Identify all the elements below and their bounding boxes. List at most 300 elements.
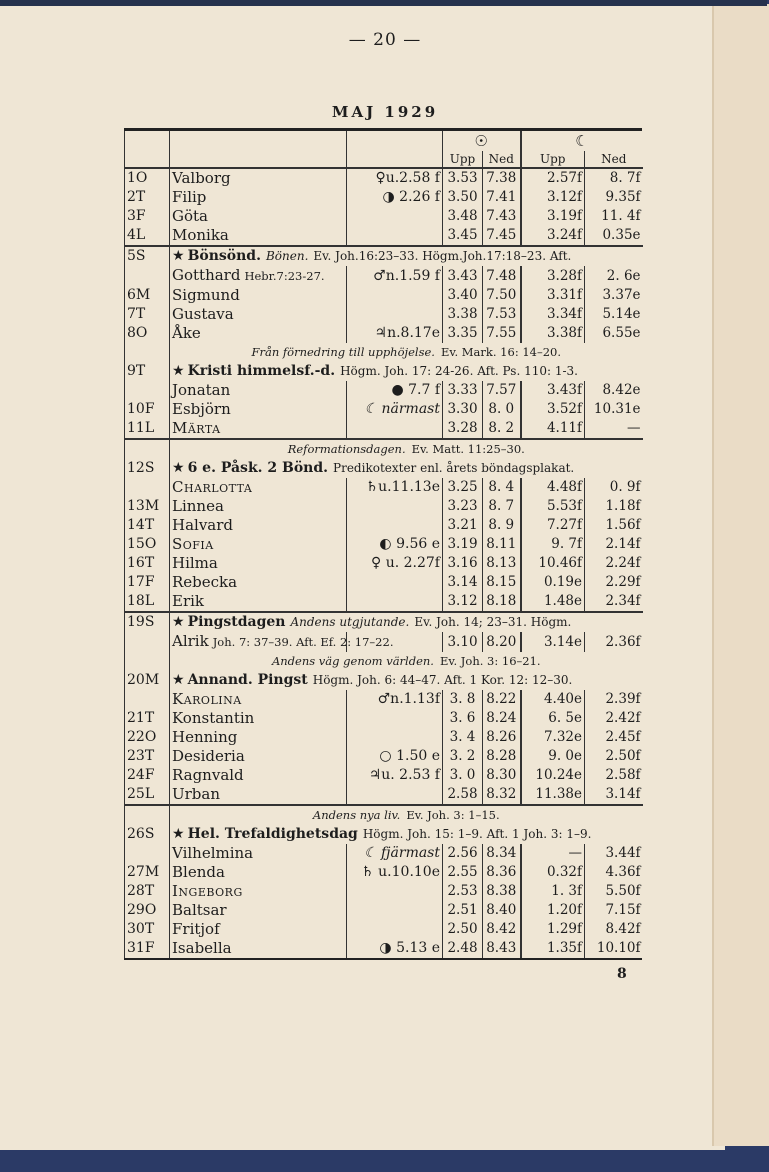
day-label: 24F	[125, 766, 170, 785]
day-label: 28T	[125, 882, 170, 901]
name-day-name: Desideria	[172, 747, 245, 765]
day-name	[170, 419, 347, 439]
day-row	[125, 305, 643, 324]
printer-signature: 8	[617, 966, 627, 982]
moon-rise: 7.32e	[521, 728, 585, 747]
sun-rise: 3.19	[443, 535, 483, 554]
day-row	[125, 901, 643, 920]
sun-rise: 2.55	[443, 863, 483, 882]
day-name	[170, 882, 347, 901]
sun-set: 8. 9	[483, 516, 521, 535]
page-edge	[712, 4, 769, 1146]
moon-set: 2.58f	[585, 766, 643, 785]
moon-set: 10.10f	[585, 939, 643, 958]
moon-rise: 3.43f	[521, 381, 585, 400]
subtitle-theme: Reformationsdagen.	[287, 442, 406, 456]
day-row	[125, 497, 643, 516]
astronomical-event: ♀ u. 2.27f	[347, 554, 443, 573]
moon-rise: 4.48f	[521, 478, 585, 497]
day-label: 14T	[125, 516, 170, 535]
sun-rise: 3.25	[443, 478, 483, 497]
moon-set: 2.45f	[585, 728, 643, 747]
moon-rise: 3.38f	[521, 324, 585, 343]
day-name	[170, 497, 347, 516]
astronomical-event	[347, 920, 443, 939]
name-day-name: Isabella	[172, 939, 232, 957]
day-name	[170, 728, 347, 747]
day-row	[125, 516, 643, 535]
subtitle-reading: Ev. Matt. 11:25–30.	[411, 442, 525, 456]
day-label: 17F	[125, 573, 170, 592]
day-label: 9T	[125, 362, 170, 381]
astronomical-event: ♂n.1.59 f	[347, 266, 443, 286]
moon-rise: 1.20f	[521, 901, 585, 920]
day-label: 31F	[125, 939, 170, 958]
day-row	[125, 592, 643, 612]
name-day-name: Esbjörn	[172, 400, 231, 418]
sun-set: 8.11	[483, 535, 521, 554]
day-label	[125, 632, 170, 652]
feast-title: Bönsönd.	[187, 248, 261, 264]
header-label-row	[125, 151, 643, 168]
astronomical-event	[347, 419, 443, 439]
sun-rise: 3.16	[443, 554, 483, 573]
astronomical-event: ♄ u.10.10e	[347, 863, 443, 882]
sun-rise: 2.53	[443, 882, 483, 901]
day-row	[125, 573, 643, 592]
feast-cell	[170, 246, 643, 266]
day-label: 3F	[125, 207, 170, 226]
astronomical-event: ● 7.7 f	[347, 381, 443, 400]
sun-rise: 3.21	[443, 516, 483, 535]
moon-icon: ☾	[521, 131, 643, 151]
day-name	[170, 535, 347, 554]
day-row	[125, 728, 643, 747]
moon-set: 10.31e	[585, 400, 643, 419]
day-name	[170, 286, 347, 305]
calendar-sheet	[124, 128, 642, 960]
day-label: 5S	[125, 246, 170, 266]
bible-reference: Hebr.7:23-27.	[244, 269, 325, 283]
sun-set: 8.36	[483, 863, 521, 882]
moon-rise: 7.27f	[521, 516, 585, 535]
subtitle-cell	[170, 439, 643, 459]
day-row	[125, 400, 643, 419]
sun-set: 8.30	[483, 766, 521, 785]
day-name	[170, 785, 347, 805]
sun-rise: 3. 0	[443, 766, 483, 785]
subtitle-reading: Ev. Joh. 3: 16–21.	[439, 654, 541, 668]
subtitle-theme: Andens nya liv.	[312, 808, 401, 822]
sun-rise: 3.33	[443, 381, 483, 400]
sun-set: 8.40	[483, 901, 521, 920]
day-name	[170, 324, 347, 343]
day-label: 2T	[125, 188, 170, 207]
day-label: 30T	[125, 920, 170, 939]
feast-title: Kristi himmelsf.-d.	[187, 363, 336, 379]
day-label: 22O	[125, 728, 170, 747]
name-day-name: Konstantin	[172, 709, 255, 727]
name-day-name: Sofia	[172, 535, 214, 553]
moon-rise: 4.40e	[521, 690, 585, 709]
day-row	[125, 324, 643, 343]
moon-rise: 11.38e	[521, 785, 585, 805]
day-name	[170, 901, 347, 920]
day-name	[170, 400, 347, 419]
day-name	[170, 709, 347, 728]
astronomical-event	[347, 497, 443, 516]
sun-rise: 2.51	[443, 901, 483, 920]
day-label: 7T	[125, 305, 170, 324]
day-name	[170, 381, 347, 400]
subtitle-theme: Från förnedring till upphöjelse.	[251, 345, 435, 359]
header-symbol-row	[125, 131, 643, 151]
day-label-empty	[125, 805, 170, 825]
name-day-name: Fritjof	[172, 920, 220, 938]
name-day-name: Alrik	[172, 632, 209, 650]
subtitle-reading: Ev. Mark. 16: 14–20.	[440, 345, 562, 359]
sun-set-header: Ned	[483, 151, 521, 168]
day-label: 23T	[125, 747, 170, 766]
subtitle-cell	[170, 343, 643, 362]
day-row	[125, 632, 643, 652]
moon-rise: 6. 5e	[521, 709, 585, 728]
day-name	[170, 632, 394, 652]
astronomical-event: ♃u. 2.53 f	[347, 766, 443, 785]
book-cover-top	[0, 0, 767, 6]
sun-set: 8.43	[483, 939, 521, 958]
sun-set: 8.38	[483, 882, 521, 901]
feast-title: Annand. Pingst	[187, 672, 308, 688]
moon-set: 2.39f	[585, 690, 643, 709]
astronomical-event: ◑ 5.13 e	[347, 939, 443, 958]
day-name	[170, 766, 347, 785]
astronomical-event	[347, 592, 443, 612]
moon-set: 9.35f	[585, 188, 643, 207]
feast-readings: Ev. Joh.16:23–33. Högm.Joh.17:18–23. Aft.	[313, 249, 572, 263]
day-name	[170, 747, 347, 766]
feast-theme: Bönen.	[265, 249, 309, 263]
day-row	[125, 939, 643, 958]
sun-rise: 3.30	[443, 400, 483, 419]
astronomical-event	[347, 901, 443, 920]
moon-rise: 3.19f	[521, 207, 585, 226]
day-row	[125, 920, 643, 939]
sun-set: 8.34	[483, 844, 521, 863]
moon-set: 4.36f	[585, 863, 643, 882]
day-name	[170, 188, 347, 207]
feast-cell	[170, 671, 643, 690]
day-row	[125, 286, 643, 305]
day-row	[125, 554, 643, 573]
day-row	[125, 207, 643, 226]
moon-rise: 1.29f	[521, 920, 585, 939]
sun-rise: 3.12	[443, 592, 483, 612]
moon-set: 2.34f	[585, 592, 643, 612]
feast-cell	[170, 825, 643, 844]
day-label: 29O	[125, 901, 170, 920]
sun-set: 8. 7	[483, 497, 521, 516]
day-label-empty	[125, 652, 170, 671]
sun-set: 8.15	[483, 573, 521, 592]
month-title: MAJ 1929	[331, 103, 439, 121]
moon-set: 8.42e	[585, 381, 643, 400]
astronomical-event	[347, 882, 443, 901]
sun-rise: 3.38	[443, 305, 483, 324]
sun-rise: 3. 8	[443, 690, 483, 709]
page-number: — 20 —	[348, 30, 422, 50]
day-label: 16T	[125, 554, 170, 573]
subtitle-cell	[170, 652, 643, 671]
moon-set: 3.14f	[585, 785, 643, 805]
sun-rise: 3.48	[443, 207, 483, 226]
feast-row	[125, 612, 643, 632]
sun-rise: 3.50	[443, 188, 483, 207]
day-label: 18L	[125, 592, 170, 612]
star-icon: ★	[172, 826, 185, 842]
astronomical-event	[347, 728, 443, 747]
day-label: 25L	[125, 785, 170, 805]
day-name	[170, 207, 347, 226]
day-label	[125, 266, 170, 286]
name-day-name: Rebecka	[172, 573, 238, 591]
name-day-name: Gustava	[172, 305, 234, 323]
name-day-name: Sigmund	[172, 286, 240, 304]
moon-set: 1.18f	[585, 497, 643, 516]
day-name	[170, 305, 347, 324]
feast-cell	[170, 612, 643, 632]
sun-rise: 3.43	[443, 266, 483, 286]
moon-set: 2.24f	[585, 554, 643, 573]
day-row	[125, 419, 643, 439]
sun-rise: 3.53	[443, 168, 483, 188]
subtitle-row	[125, 652, 643, 671]
feast-row	[125, 246, 643, 266]
moon-set: 5.50f	[585, 882, 643, 901]
name-day-name: Blenda	[172, 863, 225, 881]
day-row	[125, 882, 643, 901]
name-day-name: Baltsar	[172, 901, 227, 919]
moon-rise: 9. 7f	[521, 535, 585, 554]
moon-rise: 0.32f	[521, 863, 585, 882]
day-row	[125, 785, 643, 805]
sun-rise: 3.14	[443, 573, 483, 592]
sun-rise: 2.50	[443, 920, 483, 939]
name-day-name: Märta	[172, 419, 221, 437]
moon-rise: 5.53f	[521, 497, 585, 516]
moon-set: 2.42f	[585, 709, 643, 728]
feast-title: 6 e. Påsk. 2 Bönd.	[187, 460, 329, 476]
day-row	[125, 381, 643, 400]
sun-set: 7.48	[483, 266, 521, 286]
moon-rise: 3.34f	[521, 305, 585, 324]
sun-set: 7.50	[483, 286, 521, 305]
moon-rise-header: Upp	[521, 151, 585, 168]
feast-title: Hel. Trefaldighetsdag	[187, 826, 358, 842]
feast-readings: Högm. Joh. 15: 1–9. Aft. 1 Joh. 3: 1–9.	[362, 827, 592, 841]
astronomical-event	[347, 709, 443, 728]
sun-icon: ☉	[443, 131, 521, 151]
moon-rise: 3.12f	[521, 188, 585, 207]
moon-rise: 9. 0e	[521, 747, 585, 766]
astronomical-event: ♃n.8.17e	[347, 324, 443, 343]
day-row	[125, 226, 643, 246]
day-row	[125, 863, 643, 882]
day-label: 8O	[125, 324, 170, 343]
feast-row	[125, 459, 643, 478]
name-day-name: Monika	[172, 226, 229, 244]
day-label: 20M	[125, 671, 170, 690]
subtitle-row	[125, 343, 643, 362]
moon-set: 3.44f	[585, 844, 643, 863]
day-label: 1O	[125, 168, 170, 188]
bible-reference: Joh. 7: 37–39. Aft. Ef. 2: 17–22.	[212, 635, 394, 649]
name-day-name: Ingeborg	[172, 882, 243, 900]
day-name	[170, 920, 347, 939]
day-name	[170, 168, 347, 188]
astronomical-event	[347, 305, 443, 324]
sun-rise: 3.23	[443, 497, 483, 516]
feast-title: Pingstdagen	[187, 614, 286, 630]
star-icon: ★	[172, 614, 185, 630]
moon-set: 7.15f	[585, 901, 643, 920]
day-row	[125, 690, 643, 709]
sun-set: 7.38	[483, 168, 521, 188]
sun-set: 8.28	[483, 747, 521, 766]
sun-set: 8. 4	[483, 478, 521, 497]
astronomical-event	[347, 226, 443, 246]
day-row	[125, 844, 643, 863]
day-row	[125, 535, 643, 554]
sun-rise: 3. 6	[443, 709, 483, 728]
sun-set: 7.55	[483, 324, 521, 343]
astronomical-event: ♀u.2.58 f	[347, 168, 443, 188]
name-day-name: Erik	[172, 592, 205, 610]
feast-readings: Predikotexter enl. årets böndagsplakat.	[333, 461, 575, 475]
day-name	[170, 863, 347, 882]
day-label: 15O	[125, 535, 170, 554]
day-label: 4L	[125, 226, 170, 246]
feast-readings: Ev. Joh. 14; 23–31. Högm.	[414, 615, 572, 629]
subtitle-row	[125, 439, 643, 459]
moon-set: 11. 4f	[585, 207, 643, 226]
day-row	[125, 709, 643, 728]
subtitle-reading: Ev. Joh. 3: 1–15.	[406, 808, 500, 822]
astronomical-event	[347, 785, 443, 805]
name-day-name: Göta	[172, 207, 208, 225]
day-label: 21T	[125, 709, 170, 728]
feast-theme: Andens utgjutande.	[290, 615, 410, 629]
day-label: 11L	[125, 419, 170, 439]
name-day-name: Vilhelmina	[172, 844, 254, 862]
name-day-name: Urban	[172, 785, 221, 803]
name-day-name: Henning	[172, 728, 238, 746]
day-label	[125, 844, 170, 863]
sun-set: 8.26	[483, 728, 521, 747]
star-icon: ★	[172, 363, 185, 379]
moon-set: 2.36f	[585, 632, 643, 652]
moon-set: 5.14e	[585, 305, 643, 324]
feast-readings: Högm. Joh. 6: 44–47. Aft. 1 Kor. 12: 12–30.	[312, 673, 573, 687]
sun-set: 7.43	[483, 207, 521, 226]
sun-rise: 3. 4	[443, 728, 483, 747]
moon-set: —	[585, 419, 643, 439]
day-name	[170, 844, 347, 863]
sun-set: 7.53	[483, 305, 521, 324]
moon-set: 6.55e	[585, 324, 643, 343]
sun-set: 7.41	[483, 188, 521, 207]
feast-row	[125, 671, 643, 690]
day-row	[125, 168, 643, 188]
day-name	[170, 266, 347, 286]
day-label	[125, 690, 170, 709]
sun-rise: 3.28	[443, 419, 483, 439]
sun-rise: 2.58	[443, 785, 483, 805]
sun-set: 8.32	[483, 785, 521, 805]
feast-readings: Högm. Joh. 17: 24-26. Aft. Ps. 110: 1-3.	[340, 364, 578, 378]
name-day-name: Charlotta	[172, 478, 253, 496]
moon-set-header: Ned	[585, 151, 643, 168]
day-label-empty	[125, 343, 170, 362]
name-day-name: Jonatan	[172, 381, 231, 399]
day-row	[125, 188, 643, 207]
bottom-rule	[124, 958, 642, 960]
sun-set: 8. 2	[483, 419, 521, 439]
moon-set: 8. 7f	[585, 168, 643, 188]
moon-rise: 10.24e	[521, 766, 585, 785]
day-label: 12S	[125, 459, 170, 478]
day-row	[125, 747, 643, 766]
sun-set: 8.13	[483, 554, 521, 573]
sun-set: 8.20	[483, 632, 521, 652]
astronomical-event: ♄u.11.13e	[347, 478, 443, 497]
star-icon: ★	[172, 672, 185, 688]
day-label	[125, 381, 170, 400]
sun-set: 8.24	[483, 709, 521, 728]
astronomical-event: ♂n.1.13f	[347, 690, 443, 709]
moon-set: 2.29f	[585, 573, 643, 592]
sun-rise: 3.10	[443, 632, 483, 652]
sun-rise-header: Upp	[443, 151, 483, 168]
astronomical-event	[347, 286, 443, 305]
moon-rise: 4.11f	[521, 419, 585, 439]
astronomical-event: ☾ närmast	[347, 400, 443, 419]
day-name	[170, 226, 347, 246]
day-label: 13M	[125, 497, 170, 516]
moon-rise: 3.14e	[521, 632, 585, 652]
moon-set: 0.35e	[585, 226, 643, 246]
name-day-name: Hilma	[172, 554, 218, 572]
moon-rise: 10.46f	[521, 554, 585, 573]
moon-rise: 1. 3f	[521, 882, 585, 901]
moon-rise: 2.57f	[521, 168, 585, 188]
sun-rise: 3. 2	[443, 747, 483, 766]
moon-rise: 1.35f	[521, 939, 585, 958]
moon-set: 3.37e	[585, 286, 643, 305]
day-name	[170, 690, 347, 709]
feast-cell	[170, 459, 643, 478]
astronomical-event	[347, 516, 443, 535]
moon-set: 1.56f	[585, 516, 643, 535]
star-icon: ★	[172, 460, 185, 476]
name-day-name: Gotthard	[172, 266, 241, 284]
subtitle-row	[125, 805, 643, 825]
astronomical-event	[347, 573, 443, 592]
moon-rise: 3.28f	[521, 266, 585, 286]
day-label: 27M	[125, 863, 170, 882]
day-row	[125, 478, 643, 497]
day-row	[125, 766, 643, 785]
